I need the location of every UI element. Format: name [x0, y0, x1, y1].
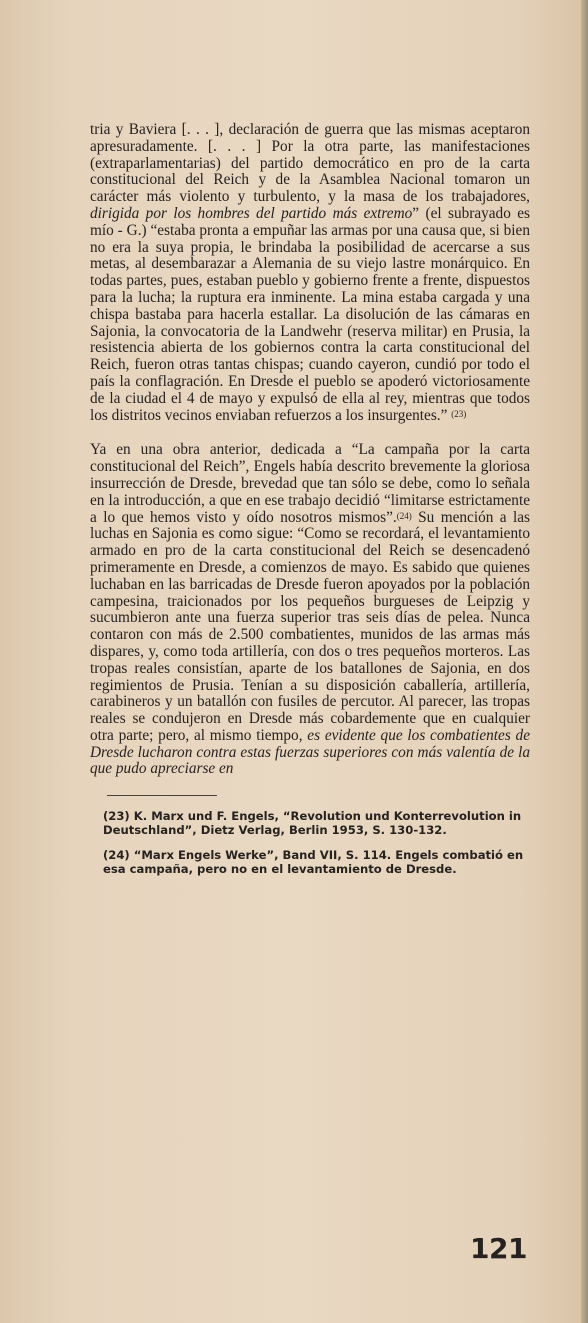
page-number: 121 — [470, 1232, 527, 1265]
footnote-23: (23) K. Marx und F. Engels, “Revolution und Konterrevolution in Deutschland”, Dietz Verlag, Berlin 1953, S. 130-132. — [103, 809, 522, 837]
footnote-ref-24: (24) — [396, 510, 412, 521]
text-run: Ya en una obra anterior, dedicada a “La campaña por la carta constitucional del Reich”, Engels había descrito brevemente la gloriosa insurrección de Dresde, brevedad que tan sólo se debe, como lo señala en la introducción, a que en ese trabajo decidió “limitarse estrictamente a lo que hemos visto y oído nosotros mismos”. — [90, 441, 530, 526]
footnote-ref-23: (23) — [451, 408, 467, 419]
footnote-divider — [107, 795, 217, 796]
footnote-24: (24) “Marx Engels Werke”, Band VII, S. 114. Engels combatió en esa campaña, pero no en el levantamiento de Dresde. — [103, 848, 524, 876]
text-run: Su mención a las luchas en Sajonia es como sigue: “Como se recordará, el levantamiento armado en pro de la carta constitucional del Reich se desencadenó primeramente en Dresde, a comienzos de mayo. Es sabido que quienes luchaban en las barricadas de Dresde fueron apoyados por la población campesina, traicionados por los pequeños burgueses de Leipzig y sucumbieron ante una fuerza superior tras seis días de pelea. Nunca contaron con más de 2.500 combatientes, munidos de las armas más dispares, y, como toda artillería, con dos o tres pequeños morteros. Las tropas reales consistían, aparte de los batallones de Sajonia, en dos regimientos de Prusia. Tenían a su disposición caballería, artillería, carabineros y un batallón con fusiles de percutor. Al parecer, las tropas reales se condujeron en Dresde más cobardemente que en cualquier otra parte; pero, al mismo tiempo, — [90, 508, 530, 744]
text-run: tria y Baviera [. . . ], declaración de guerra que las mismas aceptaron apresuradamente. [. . . ] Por la otra parte, las manifestaciones (extraparlamentarias) del partido democrático en pro de la carta constitucional del Reich y de la Asamblea Nacional tomaron un carácter más violento y turbulento, y la masa de los trabajadores, — [90, 121, 530, 206]
paragraph-engels — [90, 442, 530, 778]
text-run: ” (el subrayado es mío - G.) “estaba pronta a empuñar las armas por una causa que, si bien no era la suya propia, le brindaba la posibilidad de acercarse a sus metas, al desembarazar a Alemania de su viejo lastre monárquico. En todas partes, pues, estaban pueblo y gobierno frente a frente, dispuestos para la lucha; la ruptura era inminente. La mina estaba cargada y una chispa bastaba para hacerla estallar. La disolución de las cámaras en Sajonia, la convocatoria de la Landwehr (reserva militar) en Prusia, la resistencia abierta de los gobiernos contra la carta constitucional del Reich, fueron otras tantas chispas; cuando cayeron, cundió por todo el país la conflagración. En Dresde el pueblo se apoderó victoriosamente de la ciudad el 4 de mayo y expulsó de ella al rey, mientras que todos los distritos vecinos enviaban refuerzos a los insurgentes.” — [90, 204, 530, 424]
page-edge — [581, 0, 588, 1323]
emphasis-text: es evidente que los combatientes de Dresde lucharon contra estas fuerzas superiores con más valentía de la que pudo apreciarse en — [90, 726, 530, 778]
book-page — [90, 122, 530, 888]
paragraph-quote — [90, 122, 530, 424]
emphasis-text: dirigida por los hombres del partido más extremo — [90, 204, 413, 222]
